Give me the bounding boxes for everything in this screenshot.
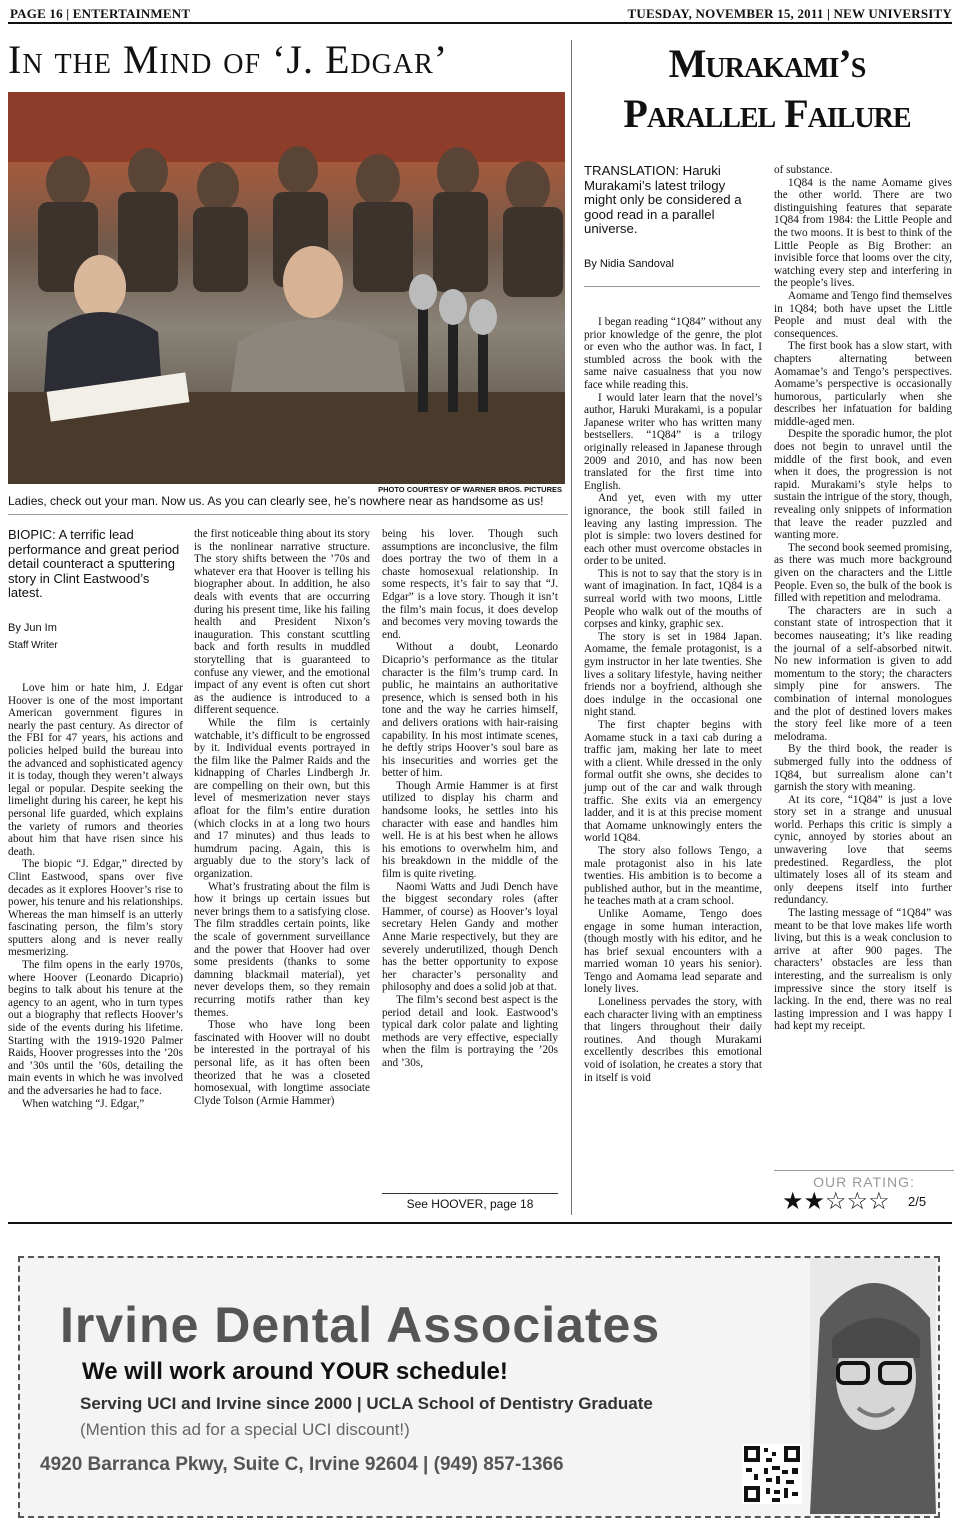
paragraph: Love him or hate him, J. Edgar Hoover is one of the most important American government figures in nearly the past century. As director of the FBI for 47 years, his actions and policies helped build the bureau into the advanced and sophisticated agency it is today, though they weren’t always legal or popular. Despite seeking the limelight during his career, he kept his personal life guarded, which explains the variety of rumors and theories about him that have risen since his death. <box>8 682 183 858</box>
ad-top-rule <box>8 1222 952 1224</box>
paragraph: By the third book, the reader is submerged fully into the oddness of 1Q84, but surrealism alone can’t garnish the story with meaning. <box>774 743 952 794</box>
issue-date-label: TUESDAY, NOVEMBER 15, 2011 | NEW UNIVERSITY <box>627 6 952 21</box>
jump-line: See HOOVER, page 18 <box>382 1193 558 1211</box>
murakami-deck: TRANSLATION: Haruki Murakami’s latest trilogy might only be considered a good read in a parallel universe. <box>584 163 742 236</box>
paragraph: The characters are in such a constant state of introspection that it becomes nauseating; it’s like reading the journal of a self-absorbed nitwit. No new information is given to add momentum to the story; the characters simply pine for answers. The combination of internal monologues and the plot of destined lovers makes the story feel like more of a teen melodrama. <box>774 604 952 743</box>
paragraph: Though Armie Hammer is at first utilized to display his charm and handsome looks, he settles into his character with ease and handles him well. He is at his best when he allows his emotions to overwhelm him, and his breakdown in the middle of the film is quite riveting. <box>382 779 558 881</box>
edgar-column-2 <box>194 528 370 1107</box>
paragraph: Unlike Aomame, Tengo does engage in some human interaction, (though mostly with his editor, and he has brief sexual encounters with a married woman 10 years his senior). Tengo and Aomama lead separate and lonely lives. <box>584 907 762 996</box>
rating-stars <box>782 1189 890 1215</box>
paragraph: Despite the sporadic humor, the plot does not begin to unravel until the middle of the first book, and even when it does, the progression is not rapid. Murakami’s style helps to sustain the intrigue of the story, though, revealing only snippets of information that leave the reader puzzled and wanting more. <box>774 428 952 542</box>
paragraph: of substance. <box>774 164 833 176</box>
ad-tagline: We will work around YOUR schedule! <box>82 1358 508 1385</box>
paragraph: Naomi Watts and Judi Dench have the biggest secondary roles (after Hammer, of course) as Hoover’s loyal secretary Helen Gandy and mother Anne Marie respectively, but they are severely underutilized, though Dench has the better opportunity to expose her character’s personality and philosophy and does a solid job at that. <box>382 880 558 994</box>
photo-caption: Ladies, check out your man. Now us. As you can clearly see, he’s nowhere near as handsome as us! <box>8 494 544 508</box>
empty-star-icon: ☆ <box>825 1189 847 1215</box>
murakami-headline-line2: Parallel Failure <box>623 91 911 136</box>
paragraph: The story is set in 1984 Japan. Aomame, the female protagonist, is a gym instructor in her late twenties. She lives a solitary lifestyle, having neither friends nor a boyfriend, although she does indulge in the occasional one night stand. <box>584 630 762 719</box>
caption-rule <box>8 514 568 515</box>
paragraph: Without a doubt, Leonardo Dicaprio’s performance as the titular character is the film’s trump card. In public, he maintains an authoritative presence, which is sensed both in his tone and the way he carries himself, and delivers orations with hair-raising capability. In his most intimate scenes, he deftly strips Hoover’s soul bare as his insecurities and worries get the better of him. <box>382 641 558 780</box>
paragraph: The film opens in the early 1970s, where Hoover (Leonardo Dicaprio) begins to talk about his tenure at the agency to an agent, who in turn types out a biography that reflects Hoover’s side of the events during his lifetime. Starting with the 1919-1920 Palmer Raids, Hoover progresses into the ’20s and ’30s until the ’60s, detailing the main events in which he was involved and the adversaries he had to face. <box>8 959 183 1097</box>
ad-credentials: Serving UCI and Irvine since 2000 | UCLA School of Dentistry Graduate <box>80 1394 653 1413</box>
murakami-column-2 <box>774 164 952 1033</box>
edgar-photo <box>8 92 565 484</box>
story-divider <box>571 40 572 1215</box>
paragraph: 1Q84 is the name Aomame gives the other world. There are two distinguishing features that separate 1Q84 from 1984: the Little People and the two moons. It is best to think of the Little People as Big Brother: an invisible force that looms over the city, watching every step and interfering in the people’s lives. <box>774 176 952 290</box>
paragraph: While the film is certainly watchable, it’s difficult to be engrossed by it. Individual events portrayed in the film like the Palmer Raids and the kidnapping of Charles Lindbergh Jr. are compelling on their own, but this level of mesmerization never stays afloat for the film’s entire duration (which clocks in at a long two hours and 17 minutes) and thus leads to humdrum pacing. Again, this is arguably due to the story’s lack of organization. <box>194 716 370 881</box>
edgar-column-3 <box>382 528 558 1070</box>
empty-star-icon: ☆ <box>846 1189 869 1215</box>
paragraph: At its core, “1Q84” is just a love story set in a strange and unusual world. Perhaps this critic is simply a cynic, annoyed by stories about an unwavering love that seems predestined. Regardless, the plot ultimately loses all of its steam and only deepens itself into further redundancy. <box>774 793 952 907</box>
murakami-byline: By Nidia Sandoval <box>584 258 674 270</box>
paragraph: And yet, even with my utter ignorance, the book still failed in leaving any lasting impression. The plot is simple: two lovers destined for each other must overcome obstacles in order to be united. <box>584 492 762 568</box>
paragraph: The first book has a slow start, with chapters alternating between Aomamae’s and Tengo’s perspectives. Aomame’s perspective is occasionally humorous, particularly when she describes her infatuation for balding middle-aged men. <box>774 340 952 428</box>
filled-star-icon: ★ <box>782 1189 804 1215</box>
star-rating-icon <box>782 1189 890 1215</box>
paragraph: Those who have long been fascinated with Hoover will no doubt be interested in the portrayal of his personal life, as it has often been theorized that he was a closeted homosexual, with longtime associate Clyde Tolson (Armie Hammer) <box>194 1019 370 1107</box>
paragraph: I would later learn that the novel’s author, Haruki Murakami, is a popular Japanese writer who has written many bestsellers. “1Q84” is a trilogy originally released in Japanese through 2009 and 2010, and has now been translated for the first time into English. <box>584 391 762 492</box>
edgar-headline: In the Mind of ‘J. Edgar’ <box>8 37 449 82</box>
paragraph: This is not to say that the story is in want of imagination. In fact, 1Q84 is a surreal world with two moons, Little People who walk out of the mouths of corpses and kinky, graphic sex. <box>584 567 762 631</box>
ad-business-name: Irvine Dental Associates <box>60 1297 661 1353</box>
paragraph: When watching “J. Edgar,” <box>22 1097 145 1110</box>
paragraph: What’s frustrating about the film is how it brings up certain issues but never brings them to a satisfying close. The film straddles certain points, like the scale of government surveillance and the power that Hoover had over some presidents (thanks to some damning blackmail material), yet never develops them, so they remain recurring motifs rather than key themes. <box>194 880 370 1019</box>
paragraph: the first noticeable thing about its story is the nonlinear narrative structure. The story shifts between the ’70s and whatever era that Hoover is telling his biographer about. In addition, he also deals with events that are occurring during his present time, like his failing health and President Nixon’s inauguration. This constant scuttling back and forth results in muddled storytelling that is guaranteed to confuse any viewer, and the emotional impact of any event is often cut short as the audience is introduced to a different sequence. <box>194 528 370 717</box>
empty-star-icon: ☆ <box>868 1189 890 1215</box>
paragraph: I began reading “1Q84” without any prior knowledge of the genre, the plot or even who the author was. In fact, I stumbled across the book with the same naive casualness that you now face while reading this. <box>584 316 762 391</box>
paragraph: Loneliness pervades the story, with each character living with an emptiness that lingers throughout their daily routines. And though Murakami excellently describes this emotional void of isolation, he creates a story that in itself is void <box>584 996 762 1084</box>
ad-address[interactable]: 4920 Barranca Pkwy, Suite C, Irvine 92604 | (949) 857-1366 <box>40 1454 564 1475</box>
hearing-scene-illustration <box>8 92 565 484</box>
paragraph: The film’s second best aspect is the period detail and look. Eastwood’s typical dark color palate and lighting methods are very effective, especially when the film is portraying the ’20s and ’30s, <box>382 993 558 1069</box>
ad-model-illustration <box>810 1258 936 1514</box>
paragraph: The biopic “J. Edgar,” directed by Clint Eastwood, spans over five decades as it explores Hoover’s rise to power, his tenure and his relationships. Whereas the man himself is an utterly fascinating person, the film’s story sputters along and is never really mesmerizing. <box>8 858 183 959</box>
paragraph: Aomame and Tengo find themselves in 1Q84; both have upset the Little People and must deal with the consequences. <box>774 289 952 340</box>
paragraph: The story also follows Tengo, a male protagonist also in his late twenties. His ambition is to become a published author, but in the meantime, he teaches math at a cram school. <box>584 844 762 908</box>
ad-discount: (Mention this ad for a special UCI discount!) <box>80 1420 410 1439</box>
edgar-column-1 <box>8 682 183 1110</box>
paragraph: being his lover. Though such assumptions are inconclusive, the film does portray the two of them in a chaste homosexual relationship. In some respects, it’s fair to say that “J. Edgar” is a love story. Though it isn’t the film’s main focus, it does develop and becomes very moving towards the end. <box>382 528 558 641</box>
paragraph: The second book seemed promising, as there was much more background given on the characters and the Little People. Even so, the bulk of the book is filled with repetition and melodrama. <box>774 541 952 605</box>
rating-rule <box>774 1170 954 1171</box>
page-section-label: PAGE 16 | ENTERTAINMENT <box>10 6 191 21</box>
byline-rule <box>584 286 760 287</box>
paragraph: The lasting message of “1Q84” was meant to be that love makes life worth living, but this is a weak conclusion to arrive at after 900 pages. The characters’ obstacles are less than interesting, and the surrealism is only impressive since the story itself is lacking. In the end, there was no real lasting impression and I was happy I had kept my receipt. <box>774 907 952 1033</box>
edgar-byline-role: Staff Writer <box>8 640 58 651</box>
edgar-byline: By Jun Im <box>8 622 57 634</box>
murakami-column-1 <box>584 316 762 1084</box>
edgar-deck: BIOPIC: A terrific lead performance and great period detail counteract a sputtering story in Clint Eastwood’s latest. <box>8 527 180 600</box>
dental-ad[interactable] <box>18 1256 940 1518</box>
header-rule <box>8 22 952 24</box>
rating-text: 2/5 <box>908 1194 927 1209</box>
photo-credit: PHOTO COURTESY OF WARNER BROS. PICTURES <box>378 485 562 494</box>
filled-star-icon: ★ <box>803 1189 826 1215</box>
murakami-headline-line1: Murakami’s <box>668 41 866 86</box>
rating-label: OUR RATING: <box>813 1174 915 1190</box>
qr-code-icon[interactable] <box>742 1444 802 1504</box>
paragraph: The first chapter begins with Aomame stuck in a taxi cab during a traffic jam, making her late to meet with a client. While dressed in the only formal outfit she owns, she decides to jump out of the car and walk through traffic. She exits via an emergency ladder, and it is at this precise moment that Aomame unknowingly enters the world 1Q84. <box>584 719 762 845</box>
